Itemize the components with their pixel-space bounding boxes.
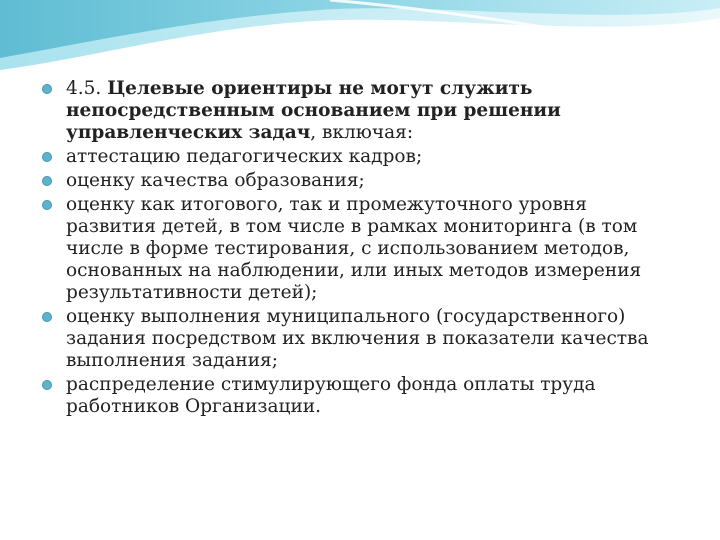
- bullet-text: оценку качества образования;: [66, 170, 365, 191]
- wave-header-decoration: [0, 0, 720, 90]
- bullet-icon: [42, 84, 52, 94]
- bullet-icon: [42, 152, 52, 162]
- bullet-text: распределение стимулирующего фонда оплаты труда работников Организации.: [66, 374, 596, 417]
- bullet-prefix: 4.5.: [66, 78, 108, 99]
- bullet-text: аттестацию педагогических кадров;: [66, 146, 423, 167]
- bullet-icon: [42, 200, 52, 210]
- bullet-item-attestation: [40, 146, 680, 168]
- bullet-text: оценку выполнения муниципального (государственного) задания посредством их включения в показатели качества выполнения задания;: [66, 306, 649, 371]
- bullet-item-education-quality: [40, 170, 680, 192]
- bullet-item-intro: [40, 78, 680, 144]
- bullet-item-child-development: [40, 194, 680, 304]
- bullet-item-municipal-task: [40, 306, 680, 372]
- content-bullet-list: [40, 78, 680, 420]
- bullet-bold-text: Целевые ориентиры не могут служить непосредственным основанием при решении управленческих задач: [66, 78, 561, 143]
- bullet-icon: [42, 312, 52, 322]
- bullet-icon: [42, 176, 52, 186]
- bullet-icon: [42, 380, 52, 390]
- bullet-rest-text: , включая:: [310, 122, 414, 143]
- bullet-item-incentive-fund: [40, 374, 680, 418]
- bullet-text: оценку как итогового, так и промежуточного уровня развития детей, в том числе в рамках мониторинга (в том числе в форме тестирования, с использованием методов, основанных на наблюдении, или иных методов измерения результативности детей);: [66, 194, 642, 303]
